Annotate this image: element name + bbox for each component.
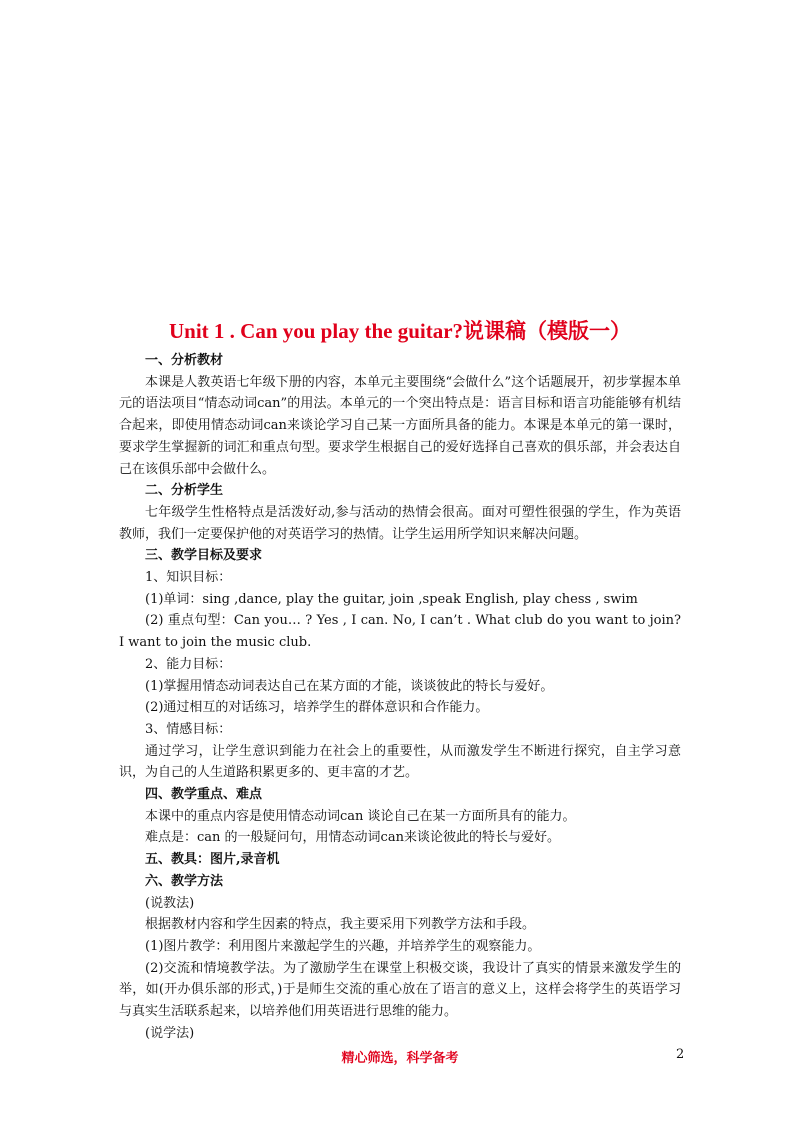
subheading-ability-goals: 2、能力目标： [145,656,232,672]
paragraph: (2)通过相互的对话练习，培养学生的群体意识和合作能力。 [145,700,489,716]
paragraph: 难点是：can 的一般疑问句，用情态动词can来谈论彼此的特长与爱好。 [145,830,560,846]
subheading-learning-method: (说学法) [145,1025,195,1041]
paragraph: (2)交流和情境教学法。为了激励学生在课堂上积极交谈，我设计了真实的情景来激发学生的举，如(开办俱乐部的形式，)于是师生交流的重心放在了语言的意义上，这样会将学生的英语学习与真实生活联系起来，以培养他们用英语进行思维的能力。 [119,960,681,1020]
subheading-knowledge-goals: 1、知识目标： [145,570,232,586]
footer-slogan: 精心筛选，科学备考 [341,1051,459,1066]
paragraph: (2) 重点句型：Can you… ? Yes , I can. No, I can’t . What club do you want to join? I want to join the music club. [119,613,681,651]
paragraph: (1)单词：sing ,dance, play the guitar, join ,speak English, play chess , swim [145,591,638,607]
section-heading-analyze-textbook: 一、分析教材 [145,353,224,368]
paragraph: 七年级学生性格特点是活泼好动,参与活动的热情会很高。面对可塑性很强的学生，作为英语教师，我们一定要保护他的对英语学习的热情。让学生运用所学知识来解决问题。 [119,504,681,542]
paragraph: (1)图片教学：利用图片来激起学生的兴趣，并培养学生的观察能力。 [145,938,541,954]
section-heading-teaching-aids: 五、教具：图片,录音机 [145,852,280,868]
section-heading-analyze-students: 二、分析学生 [145,483,224,499]
document-body [119,350,681,1045]
section-heading-teaching-goals: 三、教学目标及要求 [145,548,263,564]
paragraph: 本课中的重点内容是使用情态动词can 谈论自己在某一方面所具有的能力。 [145,808,576,824]
paragraph: 通过学习，让学生意识到能力在社会上的重要性，从而激发学生不断进行探究，自主学习意识，为自己的人生道路积累更多的、更丰富的才艺。 [119,743,681,781]
paragraph: 根据教材内容和学生因素的特点，我主要采用下列教学方法和手段。 [145,917,536,933]
subheading-teaching-method: (说教法) [145,895,195,911]
page-title: Unit 1 . Can you play the guitar?说课稿（模版一） [168,319,632,343]
section-heading-key-points: 四、教学重点、难点 [145,787,263,803]
subheading-emotional-goals: 3、情感目标： [145,721,232,737]
page-number: 2 [676,1047,685,1062]
paragraph: (1)掌握用情态动词表达自己在某方面的才能，谈谈彼此的特长与爱好。 [145,678,554,694]
section-heading-teaching-methods: 六、教学方法 [145,873,224,889]
paragraph: 本课是人教英语七年级下册的内容，本单元主要围绕“会做什么”这个话题展开，初步掌握本单元的语法项目“情态动词can”的用法。本单元的一个突出特点是：语言目标和语言功能能够有机结合起来，即使用情态动词can来谈论学习自己某一方面所具备的能力。本课是本单元的第一课时，要求学生掌握新的词汇和重点句型。要求学生根据自己的爱好选择自己喜欢的俱乐部，并会表达自己在该俱乐部中会做什么。 [119,374,681,477]
